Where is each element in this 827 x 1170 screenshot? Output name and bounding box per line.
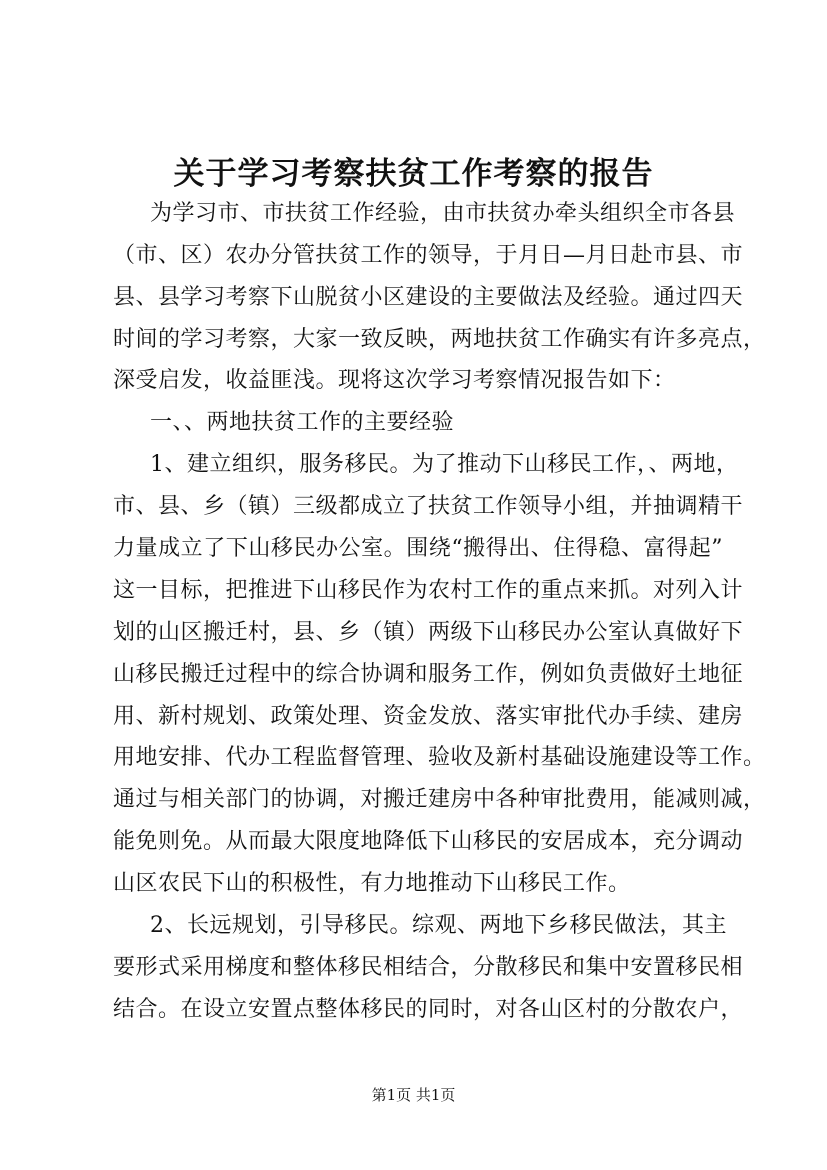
text-line: 这一目标，把推进下山移民作为农村工作的重点来抓。对列入计 [113,578,744,603]
text-line: 用地安排、代办工程监督管理、验收及新村基础设施建设等工作。 [113,745,766,770]
text-line: 深受启发，收益匪浅。现将这次学习考察情况报告如下： [113,368,676,393]
text-line: 结合。在设立安置点整体移民的同时，对各山区村的分散农户， [113,997,744,1022]
text-line: 为学习市、市扶贫工作经验，由市扶贫办牵头组织全市各县 [150,201,736,226]
page-footer: 第1页 共1页 [371,1086,456,1104]
text-line: 2、长远规划，引导移民。综观、两地下乡移民做法，其主 [150,913,727,938]
text-line: 山区农民下山的积极性，有力地推动下山移民工作。 [113,871,631,896]
text-line: 划的山区搬迁村，县、乡（镇）两级下山移民办公室认真做好下 [113,620,744,645]
text-line: （市、区）农办分管扶贫工作的领导，于月日—月日赴市县、市 [113,243,744,268]
text-line: 力量成立了下山移民办公室。围绕“搬得出、住得稳、富得起” [113,536,723,561]
text-line: 用、新村规划、政策处理、资金发放、落实审批代办手续、建房 [113,704,744,729]
text-line: 能免则免。从而最大限度地降低下山移民的安居成本，充分调动 [113,829,744,854]
text-line: 1、建立组织，服务移民。为了推动下山移民工作，、两地， [150,452,739,477]
text-line: 要形式采用梯度和整体移民相结合，分散移民和集中安置移民相 [113,955,744,980]
text-line: 山移民搬迁过程中的综合协调和服务工作，例如负责做好土地征 [113,662,744,687]
text-line: 县、县学习考察下山脱贫小区建设的主要做法及经验。通过四天 [113,285,744,310]
text-line: 时间的学习考察，大家一致反映，两地扶贫工作确实有许多亮点， [113,327,766,352]
section-heading: 一、、两地扶贫工作的主要经验 [150,410,455,435]
document-title: 关于学习考察扶贫工作考察的报告 [173,156,654,192]
text-line: 通过与相关部门的协调，对搬迁建房中各种审批费用，能减则减， [113,787,766,812]
text-line: 市、县、乡（镇）三级都成立了扶贫工作领导小组，并抽调精干 [113,494,744,519]
